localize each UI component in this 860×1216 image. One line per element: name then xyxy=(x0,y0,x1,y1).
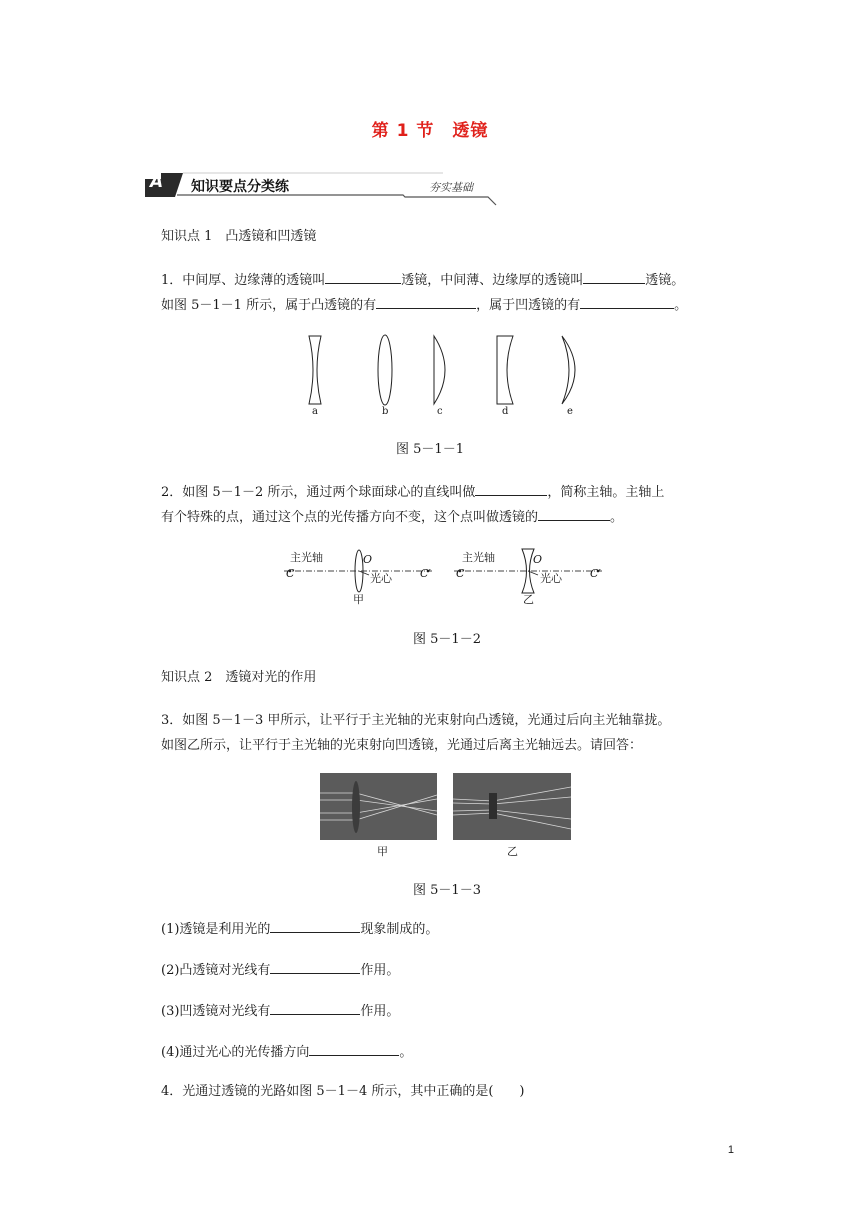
fig3-caption: 图 5－1－3 xyxy=(413,883,481,898)
question-3-line-1: 3．如图 5－1－3 甲所示，让平行于主光轴的光束射向凸透镜，光通过后向主光轴靠拢。 xyxy=(161,713,671,728)
q3-sub3-text-a: (3)凹透镜对光线有 xyxy=(161,1004,271,1019)
q1-blank-4[interactable] xyxy=(580,294,674,309)
fig1-label-e: e xyxy=(567,406,573,417)
lens-e xyxy=(562,336,575,404)
q3-sub2-text-b: 作用。 xyxy=(360,963,400,978)
q2-text-c: 有个特殊的点，通过这个点的光传播方向不变，这个点叫做透镜的 xyxy=(161,510,539,525)
q1-blank-2[interactable] xyxy=(583,269,645,284)
banner-subtitle: 夯实基础 xyxy=(429,181,473,194)
q3-sub1-text-b: 现象制成的。 xyxy=(360,922,439,937)
q1-blank-3[interactable] xyxy=(376,294,476,309)
fig2-axis-label-left: 主光轴 xyxy=(290,551,323,564)
knowledge-point-2-heading: 知识点 2 透镜对光的作用 xyxy=(161,670,317,685)
q2-blank-2[interactable] xyxy=(538,506,610,521)
lens-a xyxy=(309,336,321,404)
q3-blank-2[interactable] xyxy=(270,959,360,974)
fig2-o-left: O xyxy=(363,553,373,566)
lens-b xyxy=(378,335,392,405)
figure-5-1-1 xyxy=(300,330,590,420)
fig2-label-left: 甲 xyxy=(353,593,364,606)
question-4-line-1: 4．光通过透镜的光路如图 5－1－4 所示，其中正确的是( ) xyxy=(161,1084,525,1099)
q2-text-b: ，简称主轴。主轴上 xyxy=(547,485,665,500)
lens-c xyxy=(434,336,445,404)
q3-sub-1 xyxy=(161,918,438,940)
fig2-caption: 图 5－1－2 xyxy=(413,632,481,647)
fig3-label-left: 甲 xyxy=(377,845,388,858)
fig2-center-right: 光心 xyxy=(540,572,562,585)
q3-sub4-text-a: (4)通过光心的光传播方向 xyxy=(161,1045,310,1060)
q2-text-a: 2．如图 5－1－2 所示，通过两个球面球心的直线叫做 xyxy=(161,485,476,500)
fig1-label-b: b xyxy=(382,406,389,417)
question-1-line-1 xyxy=(161,269,684,291)
page-number: 1 xyxy=(727,1144,734,1156)
q2-blank-1[interactable] xyxy=(475,481,547,496)
fig1-label-d: d xyxy=(502,406,509,417)
page-title: 第 1 节 透镜 xyxy=(371,121,489,141)
question-2-line-1 xyxy=(161,481,664,503)
q1-text-c: 透镜。 xyxy=(645,273,685,288)
banner-title: 知识要点分类练 xyxy=(191,179,289,195)
fig2-c-right-2: C′ xyxy=(590,567,601,580)
fig2-c-left-2: C′ xyxy=(420,567,431,580)
lens-d xyxy=(497,336,513,404)
question-1-line-2 xyxy=(161,294,687,316)
fig3-label-right: 乙 xyxy=(507,845,518,858)
fig2-o-right: O xyxy=(533,553,543,566)
banner-badge: A xyxy=(150,172,164,192)
q3-sub-2 xyxy=(161,959,399,981)
q1-text-e: ，属于凹透镜的有 xyxy=(476,298,581,313)
figure-5-1-3-photo xyxy=(320,773,571,840)
q3-sub3-text-b: 作用。 xyxy=(360,1004,400,1019)
q1-text-f: 。 xyxy=(674,298,688,313)
fig2-c-right-1: C xyxy=(456,567,465,580)
fig2-axis-label-right: 主光轴 xyxy=(462,551,495,564)
q1-blank-1[interactable] xyxy=(325,269,401,284)
q3-sub-4 xyxy=(161,1041,412,1063)
q3-blank-1[interactable] xyxy=(270,918,360,933)
fig1-label-c: c xyxy=(437,406,443,417)
q1-text-d: 如图 5－1－1 所示，属于凸透镜的有 xyxy=(161,298,377,313)
q2-text-d: 。 xyxy=(610,510,624,525)
fig2-c-left-1: C xyxy=(286,567,295,580)
fig2-label-right: 乙 xyxy=(523,593,534,606)
q3-sub1-text-a: (1)透镜是利用光的 xyxy=(161,922,271,937)
fig2-center-left: 光心 xyxy=(370,572,392,585)
question-3-line-2: 如图乙所示，让平行于主光轴的光束射向凹透镜，光通过后离主光轴远去。请回答： xyxy=(161,738,643,753)
q3-sub2-text-a: (2)凸透镜对光线有 xyxy=(161,963,271,978)
q3-blank-3[interactable] xyxy=(270,1000,360,1015)
knowledge-point-1-heading: 知识点 1 凸透镜和凹透镜 xyxy=(161,229,317,244)
q1-text-b: 透镜，中间薄、边缘厚的透镜叫 xyxy=(401,273,584,288)
q3-blank-4[interactable] xyxy=(309,1041,399,1056)
fig1-label-a: a xyxy=(312,406,318,417)
q1-text-a: 1．中间厚、边缘薄的透镜叫 xyxy=(161,273,326,288)
question-2-line-2 xyxy=(161,506,623,528)
fig1-caption: 图 5－1－1 xyxy=(396,442,464,457)
q3-sub4-text-b: 。 xyxy=(399,1045,413,1060)
q3-sub-3 xyxy=(161,1000,399,1022)
